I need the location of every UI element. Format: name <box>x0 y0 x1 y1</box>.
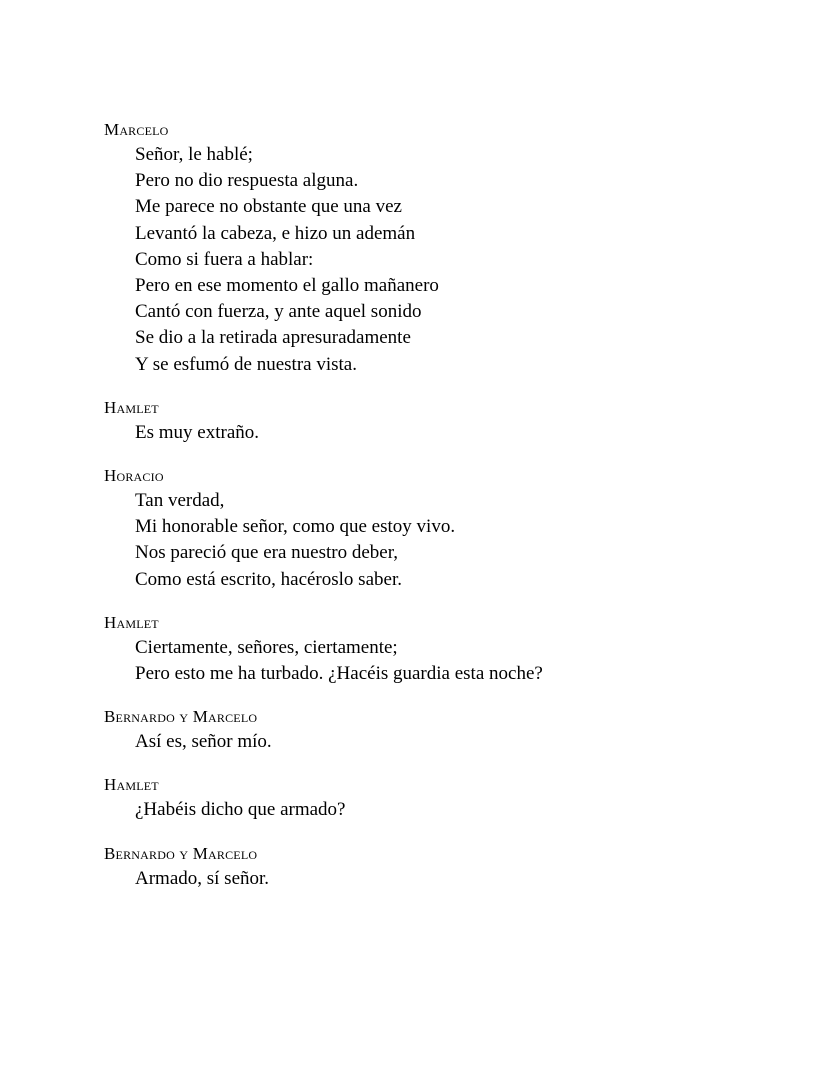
speech-line: Y se esfumó de nuestra vista. <box>135 353 357 375</box>
speech-hamlet <box>104 396 804 446</box>
speaker-name: Hamlet <box>104 397 159 417</box>
speech-line: Levantó la cabeza, e hizo un ademán <box>135 222 416 244</box>
speech-lines <box>135 420 804 446</box>
speaker-name: Horacio <box>104 466 164 486</box>
speech-lines <box>135 866 804 892</box>
speaker-name: Bernardo y Marcelo <box>104 707 258 727</box>
script-page <box>104 118 804 910</box>
speech-hamlet <box>104 611 804 687</box>
speech-lines <box>135 142 804 378</box>
speech-line: Nos pareció que era nuestro deber, <box>135 542 399 564</box>
speech-line: Señor, le hablé; <box>135 144 253 165</box>
speaker-name: Marcelo <box>104 120 169 139</box>
speech-line: Tan verdad, <box>135 490 225 512</box>
speech-line: Armado, sí señor. <box>135 867 270 889</box>
speech-bernardo-y-marcelo <box>104 705 804 755</box>
speech-line: Pero en ese momento el gallo mañanero <box>135 275 439 297</box>
speech-line: Como si fuera a hablar: <box>135 248 314 270</box>
speech-marcelo <box>104 118 804 378</box>
speaker-name: Hamlet <box>104 612 159 632</box>
speech-lines <box>135 635 804 687</box>
speech-line: Así es, señor mío. <box>135 731 272 753</box>
speech-line: Se dio a la retirada apresuradamente <box>135 327 411 349</box>
speech-line: Pero no dio respuesta alguna. <box>135 170 359 192</box>
speech-line: Cantó con fuerza, y ante aquel sonido <box>135 301 422 323</box>
speech-line: Pero esto me ha turbado. ¿Hacéis guardia esta noche? <box>135 663 543 685</box>
speech-line: Como está escrito, hacéroslo saber. <box>135 568 402 590</box>
speech-lines <box>135 729 804 755</box>
speech-line: Ciertamente, señores, ciertamente; <box>135 636 398 658</box>
speech-hamlet <box>104 773 804 823</box>
speech-bernardo-y-marcelo <box>104 842 804 892</box>
speech-line: Es muy extraño. <box>135 421 260 443</box>
speaker-name: Bernardo y Marcelo <box>104 843 258 863</box>
speech-line: Me parece no obstante que una vez <box>135 196 402 218</box>
speaker-name: Hamlet <box>104 775 159 795</box>
speech-lines <box>135 488 804 593</box>
speech-lines <box>135 797 804 823</box>
speech-horacio <box>104 464 804 593</box>
speech-line: ¿Habéis dicho que armado? <box>135 799 346 821</box>
speech-line: Mi honorable señor, como que estoy vivo. <box>135 516 456 538</box>
